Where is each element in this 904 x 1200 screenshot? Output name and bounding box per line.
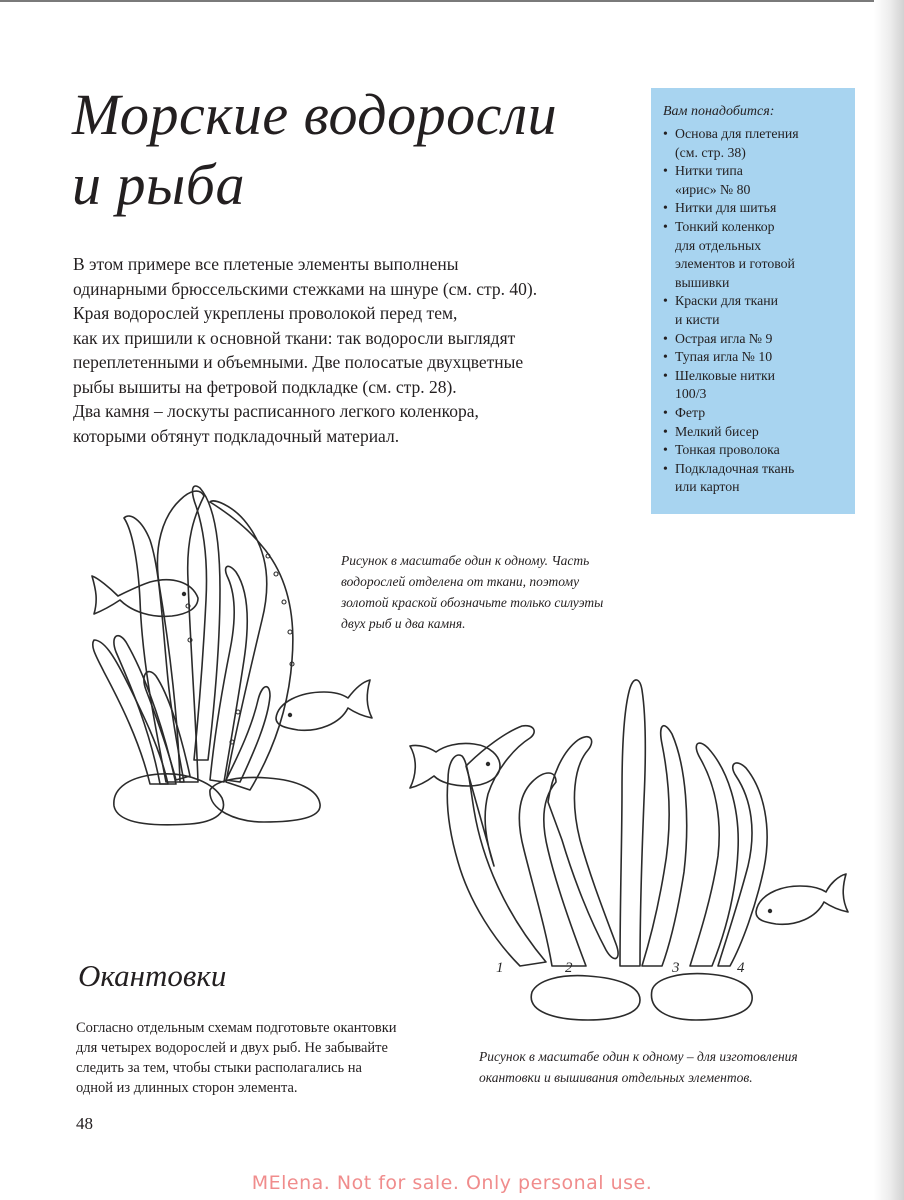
caption-line: золотой краской обозначьте только силуэты <box>341 595 604 610</box>
materials-item-line: элементов и готовой <box>675 256 795 272</box>
fish-eye <box>182 592 186 596</box>
materials-item-line: вышивки <box>675 274 730 290</box>
bead-dot <box>274 572 278 576</box>
materials-item-line: и кисти <box>675 311 720 327</box>
intro-line: одинарными брюссельскими стежками на шнуре (см. стр. 40). <box>73 278 538 299</box>
seaweed-piece-3 <box>620 680 645 966</box>
section-text <box>76 1018 456 1098</box>
materials-item-line: • Нитки типа <box>675 163 743 179</box>
title-line: и рыба <box>72 152 245 217</box>
caption-line: Рисунок в масштабе один к одному – для изготовления <box>479 1049 798 1064</box>
materials-item-line: • Острая игла № 9 <box>675 330 773 346</box>
seaweed-piece-1 <box>447 755 546 966</box>
seaweed-blade <box>193 486 220 760</box>
piece-number: 2 <box>565 960 573 976</box>
seaweed-blade <box>144 672 190 780</box>
intro-line: Два камня – лоскуты расписанного легкого коленкора, <box>73 401 479 421</box>
pattern-pieces-drawing <box>410 680 848 1020</box>
intro-line: В этом примере все плетеные элементы выполнены <box>73 254 459 274</box>
materials-item-line: (см. стр. 38) <box>675 144 746 160</box>
caption-line: окантовки и вышивания отдельных элементов. <box>479 1070 753 1085</box>
intro-line: рыбы вышиты на фетровой подкладке (см. стр. 28). <box>73 376 457 397</box>
materials-item-line: • Шелковые нитки <box>675 367 776 383</box>
intro-line: переплетенными и объемными. Две полосатые двухцветные <box>73 352 524 372</box>
section-line: Согласно отдельным схемам подготовьте окантовки <box>76 1020 397 1036</box>
seaweed-blade <box>210 566 247 782</box>
intro-line: которыми обтянут подкладочный материал. <box>73 425 400 446</box>
bead-dot <box>282 600 286 604</box>
materials-item-line: • Нитки для шитья <box>675 200 777 216</box>
bead-dot <box>236 710 240 714</box>
intro-line: Края водорослей укреплены проволокой перед тем, <box>73 303 458 323</box>
materials-item-line: или картон <box>675 479 740 495</box>
materials-item-line: 100/3 <box>675 386 707 402</box>
watermark: MElena. Not for sale. Only personal use. <box>251 1172 653 1194</box>
title-line: Морские водоросли <box>72 82 558 147</box>
seaweed-piece-4 <box>718 763 767 966</box>
materials-title: Вам понадобится: <box>663 104 775 119</box>
materials-item-line: • Краски для ткани <box>675 293 778 309</box>
caption-line: водорослей отделена от ткани, поэтому <box>341 574 580 589</box>
bead-dot <box>288 630 292 634</box>
materials-item-line: «ирис» № 80 <box>675 181 751 197</box>
stone-piece <box>531 976 640 1020</box>
seaweed-piece-3 <box>642 726 687 966</box>
materials-item-line: • Основа для плетения <box>675 126 799 141</box>
caption-line: двух рыб и два камня. <box>341 616 466 631</box>
materials-item-line: • Фетр <box>675 404 706 420</box>
page-number: 48 <box>76 1114 93 1133</box>
seaweed-blade <box>210 501 293 790</box>
materials-item-line: • Тупая игла № 10 <box>675 349 773 365</box>
section-line: одной из длинных сторон элемента. <box>76 1080 298 1096</box>
fish-eye <box>768 909 772 913</box>
section-line: следить за тем, чтобы стыки располагались на <box>76 1060 362 1076</box>
fish-drawing <box>92 576 198 616</box>
piece-number: 1 <box>496 960 504 976</box>
caption-bottom <box>479 1046 798 1088</box>
seaweed-piece-4 <box>690 743 738 966</box>
section-line: для четырех водорослей и двух рыб. Не забывайте <box>76 1040 388 1056</box>
piece-number: 3 <box>672 960 680 976</box>
materials-item-line: • Мелкий бисер <box>675 423 759 439</box>
materials-item-line: • Тонкий коленкор <box>675 218 775 234</box>
caption-line: Рисунок в масштабе один к одному. Часть <box>341 553 590 568</box>
seaweed-composition-drawing <box>92 486 372 825</box>
seaweed-piece-2 <box>548 737 618 959</box>
seaweed-piece-1 <box>466 726 534 866</box>
fish-eye <box>486 762 490 766</box>
fish-drawing <box>276 680 372 730</box>
fish-eye <box>288 713 292 717</box>
fish-drawing <box>410 743 500 788</box>
stone-piece <box>651 974 752 1020</box>
materials-item-line: для отдельных <box>675 237 762 253</box>
section-title: Окантовки <box>78 958 227 993</box>
intro-line: как их пришили к основной ткани: так водоросли выглядят <box>73 327 516 348</box>
piece-number: 4 <box>737 960 745 976</box>
materials-item-line: • Подкладочная ткань <box>675 460 795 476</box>
fish-drawing <box>756 874 848 924</box>
rock-right <box>210 778 320 823</box>
seaweed-piece-2 <box>519 773 586 966</box>
materials-item-line: • Тонкая проволока <box>675 442 780 458</box>
